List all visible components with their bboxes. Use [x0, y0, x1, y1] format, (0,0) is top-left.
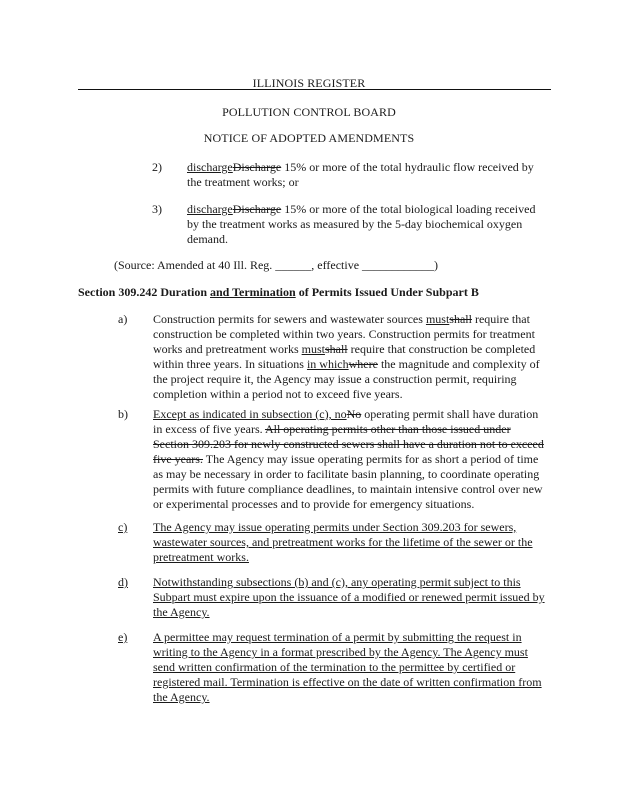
- para-b-delete-1: No: [346, 407, 362, 421]
- list-item-3: [187, 202, 547, 247]
- section-heading-insert: and Termination: [210, 285, 296, 299]
- header-rule: [78, 89, 551, 90]
- list-item-3-number: 3): [152, 202, 162, 216]
- list-item-3-text: 15% or more of the total biological loading received by the treatment works as measured by the 5-day biochemical oxygen demand.: [187, 202, 536, 246]
- para-a-text-2: require that construction be completed within two years. Construction permits for treatment works and pretreatment works: [153, 312, 535, 356]
- para-d-label: [118, 575, 128, 590]
- section-heading-post: of Permits Issued Under Subpart B: [295, 285, 479, 299]
- para-c-label-text: c): [118, 520, 128, 534]
- para-a-label: a): [118, 312, 128, 326]
- para-a-text-4: the magnitude and complexity of the project require it, the Agency may issue a construction permit, requiring completion within a period not to exceed five years.: [153, 357, 540, 401]
- para-a-insert-1: must: [425, 312, 450, 326]
- notice-title: NOTICE OF ADOPTED AMENDMENTS: [203, 131, 415, 145]
- para-b-insert-1: Except as indicated in subsection (c), no: [153, 407, 347, 421]
- section-heading: [78, 285, 558, 300]
- para-d: [153, 575, 551, 620]
- para-c: [153, 520, 545, 565]
- para-e-label: [118, 630, 127, 645]
- para-a-text-1: Construction permits for sewers and wastewater sources: [153, 312, 426, 326]
- para-a-delete-1: shall: [449, 312, 472, 326]
- para-a-insert-3: in which: [306, 357, 349, 371]
- para-b: [153, 407, 545, 512]
- para-b-delete-2: All operating permits other than those issued under Section 309.203 for newly constructed sewers shall have a duration not to exceed five years.: [153, 422, 544, 466]
- para-c-label: [118, 520, 127, 535]
- list-item-2: [187, 160, 543, 190]
- para-a: [153, 312, 547, 402]
- list-item-3-insert: discharge: [187, 202, 233, 216]
- para-a-text-3: require that construction be completed within three years. In situations: [153, 342, 536, 371]
- para-b-text-1: operating permit shall have duration in excess of five years.: [153, 407, 539, 436]
- section-heading-pre: Section 309.242 Duration: [78, 285, 210, 299]
- list-item-3-delete: Discharge: [232, 202, 282, 216]
- list-item-2-number: 2): [152, 160, 162, 174]
- source-note: (Source: Amended at 40 Ill. Reg. ______, effective ____________): [114, 258, 439, 272]
- register-title: ILLINOIS REGISTER: [252, 76, 366, 90]
- para-a-delete-3: where: [348, 357, 378, 371]
- para-b-label: b): [118, 407, 128, 421]
- para-e-insert: A permittee may request termination of a permit by submitting the request in writing to the Agency in a format prescribed by the Agency. The Agency must send written confirmation of the termination to the permittee by certified or registered mail. Termination is effective on the date of written confirmation from the Agency.: [153, 630, 542, 704]
- para-a-delete-2: shall: [324, 342, 348, 356]
- para-b-text-2: The Agency may issue operating permits for as short a period of time as may be necessary in order to facilitate basin planning, to coordinate operating permits with future compliance deadlines, to maintain intensive control over new or experimental processes and to provide for emergency situations.: [153, 452, 543, 511]
- para-e: [153, 630, 551, 705]
- para-c-insert: The Agency may issue operating permits under Section 309.203 for sewers, wastewater sources, and pretreatment works for the lifetime of the sewer or the pretreatment works.: [153, 520, 533, 564]
- para-a-insert-2: must: [301, 342, 325, 356]
- list-item-2-insert: discharge: [187, 160, 233, 174]
- para-e-label-text: e): [118, 630, 128, 644]
- para-d-label-text: d): [118, 575, 128, 589]
- list-item-2-text: 15% or more of the total hydraulic flow received by the treatment works; or: [187, 160, 534, 189]
- board-title: POLLUTION CONTROL BOARD: [222, 105, 396, 119]
- list-item-2-delete: Discharge: [232, 160, 282, 174]
- para-d-insert: Notwithstanding subsections (b) and (c), any operating permit subject to this Subpart must expire upon the issuance of a modified or renewed permit issued by the Agency.: [153, 575, 545, 619]
